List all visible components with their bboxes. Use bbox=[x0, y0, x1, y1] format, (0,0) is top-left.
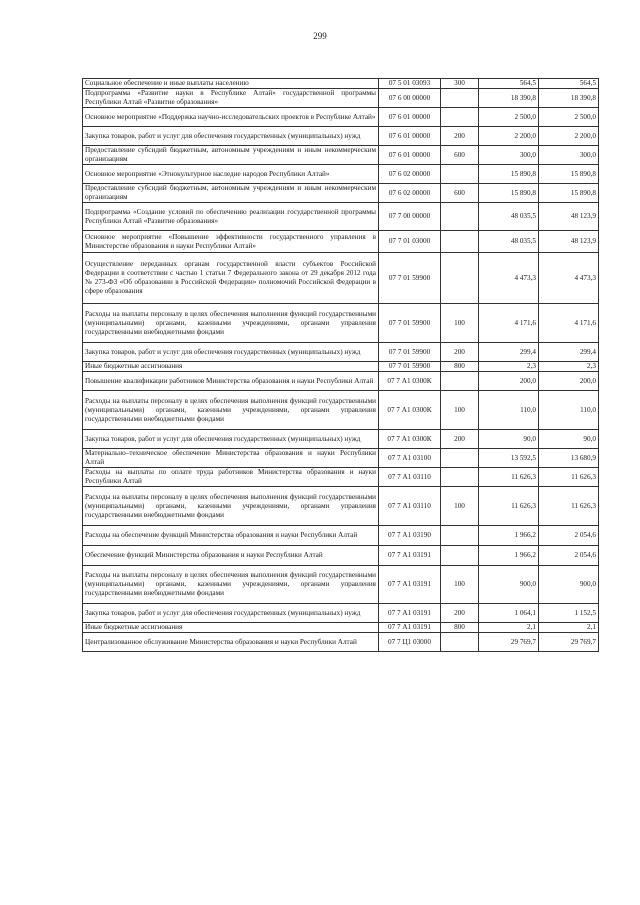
amount-year-2-cell: 2,1 bbox=[539, 623, 599, 633]
amount-year-1-cell: 2 200,0 bbox=[479, 127, 539, 146]
target-article-code-cell: 07 7 00 00000 bbox=[379, 203, 441, 231]
amount-year-1-cell: 4 473,3 bbox=[479, 253, 539, 304]
target-article-code-cell: 07 7 А1 0300К bbox=[379, 372, 441, 391]
expense-type-cell: 100 bbox=[441, 304, 479, 343]
amount-year-1-cell: 299,4 bbox=[479, 343, 539, 362]
expense-name-cell: Централизованное обслуживание Министерства образования и науки Республики Алтай bbox=[83, 633, 379, 652]
target-article-code-cell: 07 7 Ц1 03000 bbox=[379, 633, 441, 652]
target-article-code-cell: 07 7 01 59900 bbox=[379, 304, 441, 343]
table-row bbox=[83, 253, 599, 304]
amount-year-2-cell: 299,4 bbox=[539, 343, 599, 362]
expense-name-cell: Расходы на выплаты персоналу в целях обеспечения выполнения функций государственными (муниципальными) органами, казенными учреждениями, органами управления государственными внебюджетными фондами bbox=[83, 391, 379, 430]
budget-table-body bbox=[83, 79, 599, 652]
expense-type-cell: 600 bbox=[441, 184, 479, 203]
amount-year-1-cell: 2,1 bbox=[479, 623, 539, 633]
expense-name-cell: Расходы на выплаты персоналу в целях обеспечения выполнения функций государственными (муниципальными) органами, казенными учреждениями, органами управления государственными внебюджетными фондами bbox=[83, 566, 379, 604]
amount-year-2-cell: 2 054,6 bbox=[539, 546, 599, 566]
table-row bbox=[83, 304, 599, 343]
table-row bbox=[83, 146, 599, 165]
expense-name-cell: Предоставление субсидий бюджетным, автономным учреждениям и иным некоммерческим организациям bbox=[83, 184, 379, 203]
amount-year-2-cell: 110,0 bbox=[539, 391, 599, 430]
amount-year-2-cell: 2 054,6 bbox=[539, 526, 599, 546]
amount-year-1-cell: 11 626,3 bbox=[479, 487, 539, 526]
target-article-code-cell: 07 7 А1 03191 bbox=[379, 566, 441, 604]
expense-type-cell bbox=[441, 165, 479, 184]
amount-year-2-cell: 48 123,9 bbox=[539, 203, 599, 231]
target-article-code-cell: 07 7 01 59900 bbox=[379, 343, 441, 362]
amount-year-2-cell: 11 626,3 bbox=[539, 468, 599, 487]
expense-type-cell bbox=[441, 526, 479, 546]
amount-year-2-cell: 4 171,6 bbox=[539, 304, 599, 343]
table-row bbox=[83, 604, 599, 623]
budget-table bbox=[82, 78, 599, 652]
table-row bbox=[83, 566, 599, 604]
expense-name-cell: Предоставление субсидий бюджетным, автономным учреждениям и иным некоммерческим организациям bbox=[83, 146, 379, 165]
target-article-code-cell: 07 7 А1 03110 bbox=[379, 487, 441, 526]
expense-name-cell: Повышение квалификации работников Министерства образования и науки Республики Алтай bbox=[83, 372, 379, 391]
expense-type-cell bbox=[441, 546, 479, 566]
expense-name-cell: Материально–техническое обеспечение Министерства образования и науки Республики Алтай bbox=[83, 449, 379, 468]
expense-type-cell: 800 bbox=[441, 362, 479, 372]
amount-year-1-cell: 15 890,8 bbox=[479, 165, 539, 184]
amount-year-2-cell: 15 890,8 bbox=[539, 165, 599, 184]
table-row bbox=[83, 623, 599, 633]
amount-year-1-cell: 300,0 bbox=[479, 146, 539, 165]
amount-year-1-cell: 2,3 bbox=[479, 362, 539, 372]
target-article-code-cell: 07 7 01 03000 bbox=[379, 231, 441, 253]
amount-year-2-cell: 564,5 bbox=[539, 79, 599, 89]
amount-year-1-cell: 1 966,2 bbox=[479, 526, 539, 546]
amount-year-2-cell: 48 123,9 bbox=[539, 231, 599, 253]
amount-year-2-cell: 1 152,5 bbox=[539, 604, 599, 623]
amount-year-1-cell: 110,0 bbox=[479, 391, 539, 430]
expense-name-cell: Обеспечение функций Министерства образования и науки Республики Алтай bbox=[83, 546, 379, 566]
expense-type-cell: 300 bbox=[441, 79, 479, 89]
expense-name-cell: Расходы на выплаты персоналу в целях обеспечения выполнения функций государственными (муниципальными) органами, казенными учреждениями, органами управления государственными внебюджетными фондами bbox=[83, 487, 379, 526]
target-article-code-cell: 07 7 А1 0300К bbox=[379, 391, 441, 430]
amount-year-2-cell: 200,0 bbox=[539, 372, 599, 391]
amount-year-2-cell: 2 200,0 bbox=[539, 127, 599, 146]
target-article-code-cell: 07 7 01 59900 bbox=[379, 253, 441, 304]
target-article-code-cell: 07 6 01 00000 bbox=[379, 108, 441, 127]
expense-name-cell: Подпрограмма «Создание условий по обеспечению реализации государственной программы Республики Алтай «Развитие образования» bbox=[83, 203, 379, 231]
expense-type-cell bbox=[441, 253, 479, 304]
expense-type-cell: 100 bbox=[441, 566, 479, 604]
expense-type-cell bbox=[441, 203, 479, 231]
expense-type-cell bbox=[441, 108, 479, 127]
target-article-code-cell: 07 6 02 00000 bbox=[379, 165, 441, 184]
target-article-code-cell: 07 6 00 00000 bbox=[379, 89, 441, 108]
expense-type-cell: 200 bbox=[441, 430, 479, 449]
target-article-code-cell: 07 6 02 00000 bbox=[379, 184, 441, 203]
expense-name-cell: Основное мероприятие «Повышение эффективности государственного управления в Министерстве образования и науки Республики Алтай» bbox=[83, 231, 379, 253]
target-article-code-cell: 07 5 01 03093 bbox=[379, 79, 441, 89]
expense-type-cell: 600 bbox=[441, 146, 479, 165]
table-row bbox=[83, 468, 599, 487]
expense-name-cell: Иные бюджетные ассигнования bbox=[83, 623, 379, 633]
target-article-code-cell: 07 6 01 00000 bbox=[379, 127, 441, 146]
amount-year-2-cell: 15 890,8 bbox=[539, 184, 599, 203]
expense-name-cell: Закупка товаров, работ и услуг для обеспечения государственных (муниципальных) нужд bbox=[83, 604, 379, 623]
amount-year-2-cell: 13 680,9 bbox=[539, 449, 599, 468]
table-row bbox=[83, 487, 599, 526]
amount-year-1-cell: 90,0 bbox=[479, 430, 539, 449]
table-row bbox=[83, 362, 599, 372]
expense-name-cell: Подпрограмма «Развитие науки в Республике Алтай» государственной программы Республики Алтай «Развитие образования» bbox=[83, 89, 379, 108]
expense-name-cell: Социальное обеспечение и иные выплаты населению bbox=[83, 79, 379, 89]
amount-year-1-cell: 48 035,5 bbox=[479, 231, 539, 253]
expense-type-cell bbox=[441, 231, 479, 253]
target-article-code-cell: 07 7 А1 03191 bbox=[379, 604, 441, 623]
table-row bbox=[83, 372, 599, 391]
amount-year-1-cell: 18 390,8 bbox=[479, 89, 539, 108]
amount-year-2-cell: 90,0 bbox=[539, 430, 599, 449]
table-row bbox=[83, 165, 599, 184]
expense-type-cell: 100 bbox=[441, 487, 479, 526]
expense-type-cell bbox=[441, 468, 479, 487]
target-article-code-cell: 07 6 01 00000 bbox=[379, 146, 441, 165]
target-article-code-cell: 07 7 А1 03191 bbox=[379, 623, 441, 633]
amount-year-2-cell: 2 500,0 bbox=[539, 108, 599, 127]
expense-type-cell bbox=[441, 449, 479, 468]
amount-year-1-cell: 29 769,7 bbox=[479, 633, 539, 652]
target-article-code-cell: 07 7 А1 03191 bbox=[379, 546, 441, 566]
amount-year-1-cell: 900,0 bbox=[479, 566, 539, 604]
expense-name-cell: Расходы на выплаты по оплате труда работников Министерства образования и науки Республики Алтай bbox=[83, 468, 379, 487]
table-row bbox=[83, 430, 599, 449]
expense-type-cell bbox=[441, 89, 479, 108]
table-row bbox=[83, 526, 599, 546]
expense-type-cell bbox=[441, 633, 479, 652]
amount-year-2-cell: 300,0 bbox=[539, 146, 599, 165]
expense-type-cell: 800 bbox=[441, 623, 479, 633]
table-row bbox=[83, 79, 599, 89]
amount-year-2-cell: 4 473,3 bbox=[539, 253, 599, 304]
expense-name-cell: Основное мероприятие «Этнокультурное наследие народов Республики Алтай» bbox=[83, 165, 379, 184]
expense-name-cell: Осуществление переданных органам государственной власти субъектов Российской Федерации в соответствии с частью 1 статьи 7 Федерального закона от 29 декабря 2012 года № 273-ФЗ «Об образовании в Российской Федерации» полномочий Российской Федерации в сфере образования bbox=[83, 253, 379, 304]
amount-year-1-cell: 1 064,1 bbox=[479, 604, 539, 623]
expense-name-cell: Закупка товаров, работ и услуг для обеспечения государственных (муниципальных) нужд bbox=[83, 343, 379, 362]
target-article-code-cell: 07 7 А1 0300К bbox=[379, 430, 441, 449]
amount-year-2-cell: 2,3 bbox=[539, 362, 599, 372]
amount-year-1-cell: 15 890,8 bbox=[479, 184, 539, 203]
expense-name-cell: Расходы на выплаты персоналу в целях обеспечения выполнения функций государственными (муниципальными) органами, казенными учреждениями, органами управления государственными внебюджетными фондами bbox=[83, 304, 379, 343]
table-row bbox=[83, 231, 599, 253]
amount-year-1-cell: 200,0 bbox=[479, 372, 539, 391]
table-row bbox=[83, 203, 599, 231]
expense-name-cell: Иные бюджетные ассигнования bbox=[83, 362, 379, 372]
expense-type-cell: 200 bbox=[441, 604, 479, 623]
expense-name-cell: Закупка товаров, работ и услуг для обеспечения государственных (муниципальных) нужд bbox=[83, 127, 379, 146]
target-article-code-cell: 07 7 А1 03190 bbox=[379, 526, 441, 546]
expense-name-cell: Расходы на обеспечение функций Министерства образования и науки Республики Алтай bbox=[83, 526, 379, 546]
amount-year-1-cell: 4 171,6 bbox=[479, 304, 539, 343]
table-row bbox=[83, 343, 599, 362]
table-row bbox=[83, 184, 599, 203]
amount-year-1-cell: 2 500,0 bbox=[479, 108, 539, 127]
expense-name-cell: Закупка товаров, работ и услуг для обеспечения государственных (муниципальных) нужд bbox=[83, 430, 379, 449]
target-article-code-cell: 07 7 А1 03100 bbox=[379, 449, 441, 468]
expense-type-cell: 200 bbox=[441, 343, 479, 362]
table-row bbox=[83, 391, 599, 430]
amount-year-1-cell: 11 626,3 bbox=[479, 468, 539, 487]
amount-year-2-cell: 29 769,7 bbox=[539, 633, 599, 652]
expense-type-cell: 200 bbox=[441, 127, 479, 146]
expense-name-cell: Основное мероприятие «Поддержка научно-исследовательских проектов в Республике Алтай» bbox=[83, 108, 379, 127]
target-article-code-cell: 07 7 А1 03110 bbox=[379, 468, 441, 487]
table-row bbox=[83, 546, 599, 566]
amount-year-1-cell: 1 966,2 bbox=[479, 546, 539, 566]
target-article-code-cell: 07 7 01 59900 bbox=[379, 362, 441, 372]
amount-year-1-cell: 48 035,5 bbox=[479, 203, 539, 231]
amount-year-2-cell: 11 626,3 bbox=[539, 487, 599, 526]
amount-year-1-cell: 564,5 bbox=[479, 79, 539, 89]
amount-year-2-cell: 18 390,8 bbox=[539, 89, 599, 108]
expense-type-cell: 100 bbox=[441, 391, 479, 430]
table-row bbox=[83, 449, 599, 468]
expense-type-cell bbox=[441, 372, 479, 391]
amount-year-2-cell: 900,0 bbox=[539, 566, 599, 604]
table-row bbox=[83, 108, 599, 127]
table-row bbox=[83, 127, 599, 146]
table-row bbox=[83, 633, 599, 652]
amount-year-1-cell: 13 592,5 bbox=[479, 449, 539, 468]
table-row bbox=[83, 89, 599, 108]
page-number: 299 bbox=[313, 31, 327, 41]
